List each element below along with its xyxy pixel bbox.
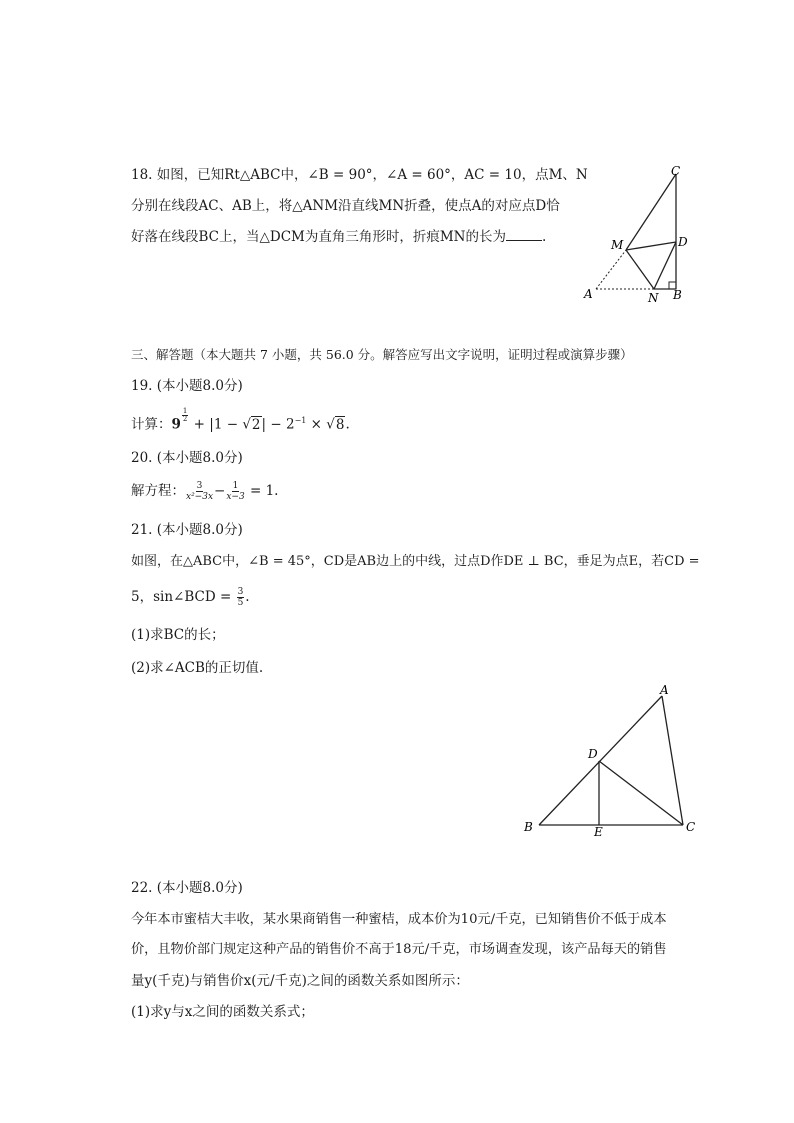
q19-base: 9 bbox=[171, 416, 181, 433]
q19-label: 计算： bbox=[131, 416, 172, 433]
q19-exp-den: 2 bbox=[182, 415, 188, 423]
q21-f-den: 5 bbox=[237, 598, 244, 608]
q21-line2 bbox=[131, 587, 250, 608]
q21-f-num: 3 bbox=[237, 587, 244, 597]
q18-line1: 18. 如图，已知Rt△ABC中，∠B = 90°，∠A = 60°，AC = 10，点M、N bbox=[131, 167, 588, 183]
q18-line2: 分别在线段AC、AB上，将△ANM沿直线MN折叠，使点A的对应点D恰 bbox=[131, 198, 560, 214]
q20-f1-den: x²−3x bbox=[186, 492, 214, 502]
q19-exponent bbox=[182, 408, 188, 423]
q21-part1: (1)求BC的长； bbox=[131, 627, 225, 643]
q20-f1-num: 3 bbox=[196, 481, 203, 491]
q20-minus: − bbox=[214, 483, 226, 499]
q18-line3 bbox=[131, 228, 546, 246]
q21-figure bbox=[515, 680, 705, 840]
q21-line2-text: 5，sin∠BCD = bbox=[131, 589, 236, 605]
q22-number: 22. (本小题8.0分) bbox=[131, 880, 243, 896]
q22-part1: (1)求y与x之间的函数关系式； bbox=[131, 1004, 314, 1020]
q20-label: 解方程： bbox=[131, 483, 185, 499]
label-E: E bbox=[594, 825, 603, 839]
q19-rad2: 8 bbox=[335, 416, 345, 433]
q21-fraction bbox=[237, 587, 245, 608]
q18-line3-text: 好落在线段BC上，当△DCM为直角三角形时，折痕MN的长为 bbox=[131, 229, 506, 245]
q20-number: 20. (本小题8.0分) bbox=[131, 450, 243, 466]
q20-fraction-1 bbox=[186, 481, 213, 502]
q22-line1: 今年本市蜜桔大丰收，某水果商销售一种蜜桔，成本价为10元/千克，已知销售价不低于成本 bbox=[131, 912, 667, 927]
q18-figure bbox=[580, 160, 700, 310]
q19-number: 19. (本小题8.0分) bbox=[131, 378, 243, 394]
q19-expression: 计算：9 $\frac{1}{2}$ + $|1 - √2| - 2^{-1} \times √8$. bbox=[131, 407, 350, 433]
q22-line2: 价，且物价部门规定这种产品的销售价不高于18元/千克，市场调查发现，该产品每天的销售 bbox=[131, 942, 667, 957]
label-D: D bbox=[678, 235, 688, 249]
q20-f2-den: x−3 bbox=[226, 492, 245, 502]
label-B: B bbox=[524, 820, 533, 834]
q19-mid3: × bbox=[306, 416, 327, 433]
label-A: A bbox=[660, 683, 669, 697]
q19-mid2: | − 2 bbox=[261, 416, 295, 433]
q19-end: . bbox=[345, 416, 350, 433]
q21-line2-end: . bbox=[245, 589, 250, 605]
q21-part2: (2)求∠ACB的正切值. bbox=[131, 660, 264, 676]
q20-equation bbox=[131, 481, 278, 502]
q20-f2-num: 1 bbox=[232, 481, 239, 491]
answer-blank bbox=[506, 228, 542, 241]
q19-mid1: + |1 − bbox=[189, 416, 243, 433]
q19-exp2: −1 bbox=[294, 416, 307, 425]
q21-number: 21. (本小题8.0分) bbox=[131, 522, 243, 538]
q19-exp-num: 1 bbox=[182, 407, 188, 415]
label-B: B bbox=[673, 288, 682, 302]
q22-line3: 量y(千克)与销售价x(元/千克)之间的函数关系如图所示： bbox=[131, 973, 469, 989]
label-A: A bbox=[584, 287, 593, 301]
q19-rad1: 2 bbox=[251, 416, 261, 433]
label-D: D bbox=[588, 747, 598, 761]
q18-line3-end: . bbox=[542, 229, 547, 245]
q20-end: = 1. bbox=[245, 483, 279, 499]
label-C: C bbox=[671, 164, 681, 178]
label-C: C bbox=[686, 820, 696, 834]
q21-line1: 如图，在△ABC中，∠B = 45°，CD是AB边上的中线，过点D作DE ⊥ BC，垂足为点E，若CD = bbox=[131, 554, 700, 569]
section-heading: 三、解答题（本大题共 7 小题，共 56.0 分。解答应写出文字说明，证明过程或演算步骤） bbox=[131, 347, 633, 362]
q20-fraction-2 bbox=[226, 481, 244, 502]
label-M: M bbox=[611, 238, 624, 252]
label-N: N bbox=[648, 291, 659, 305]
